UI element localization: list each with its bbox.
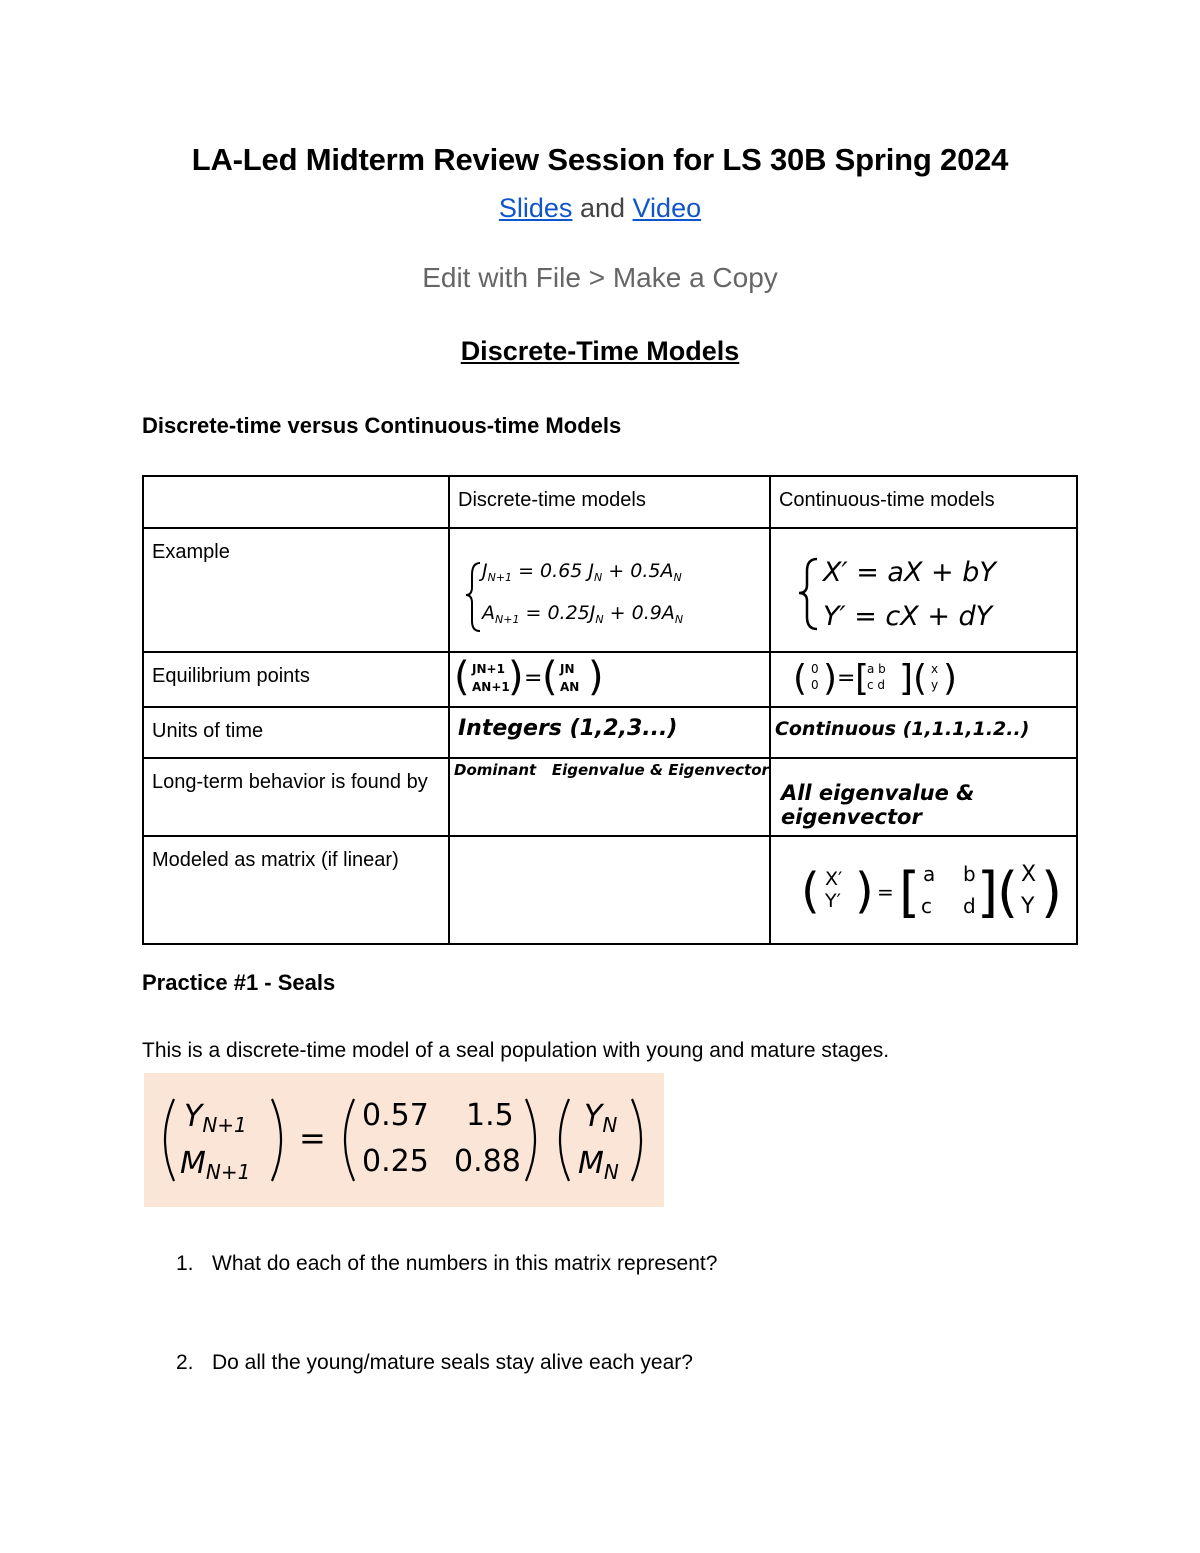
svg-text:JN+1 = 0.65 JN + 0.5AN: $J_{N+1} = 0.65$ $J_N + 0.5A_N$ xyxy=(482,560,682,584)
table-row xyxy=(143,836,1077,944)
table-header-row xyxy=(143,476,1077,528)
long-term-discrete-cell: Dominant Eigenvalue & Eigenvector xyxy=(449,758,770,836)
svg-text:y: y xyxy=(930,678,939,692)
svg-text:X′: X′ xyxy=(824,868,843,890)
table-corner-cell xyxy=(143,476,449,528)
svg-text:(: ( xyxy=(912,658,927,699)
table-row xyxy=(143,707,1077,758)
section-heading: Discrete-Time Models xyxy=(460,336,740,366)
svg-text:JN+1: JN+1 xyxy=(472,662,505,676)
row-label-units: Units of time xyxy=(143,707,449,758)
slides-link[interactable]: Slides xyxy=(498,193,573,223)
units-continuous-cell: Continuous (1,1.1,1.2..) xyxy=(770,707,1077,758)
svg-text:[: [ xyxy=(898,861,921,924)
svg-text:]: ] xyxy=(898,658,913,699)
row-label-example: Example xyxy=(143,528,449,652)
question-number: 2. xyxy=(176,1351,194,1374)
col-header-discrete: Discrete-time models xyxy=(449,476,770,528)
svg-text:c: c xyxy=(920,894,932,918)
svg-text:): ) xyxy=(942,658,957,699)
svg-text:AN: AN xyxy=(560,680,580,694)
question-1 xyxy=(176,1252,717,1276)
question-text: Do all the young/mature seals stay alive each year? xyxy=(212,1351,693,1374)
svg-text:(: ( xyxy=(792,658,807,699)
seal-matrix-equation xyxy=(144,1073,664,1207)
continuous-equilibrium-handwriting xyxy=(771,653,1074,700)
svg-text:YN+1: $Y_{N+1}$ xyxy=(184,1099,247,1137)
discrete-equilibrium-handwriting xyxy=(450,653,752,700)
svg-text:): ) xyxy=(588,654,604,700)
and-text: and xyxy=(579,193,626,223)
svg-text:Y′ = cX + dY: Y′ = cX + dY xyxy=(822,601,993,632)
svg-text:): ) xyxy=(822,658,837,699)
svg-text:(: ( xyxy=(454,654,470,700)
comparison-table xyxy=(142,475,1078,945)
svg-text:AN+1: AN+1 xyxy=(472,680,510,694)
svg-text:]: ] xyxy=(976,861,999,924)
row-label-equilibrium: Equilibrium points xyxy=(143,652,449,707)
svg-text:0: 0 xyxy=(810,662,819,676)
svg-text:=: = xyxy=(876,880,894,904)
equilibrium-continuous-cell xyxy=(770,652,1077,707)
svg-text:X′ = aX + bY: X′ = aX + bY xyxy=(822,557,996,588)
table-row xyxy=(143,528,1077,652)
svg-text:a: a xyxy=(922,862,936,886)
svg-text:X: X xyxy=(1020,862,1037,887)
svg-text:): ) xyxy=(1040,861,1063,924)
question-text: What do each of the numbers in this matrix represent? xyxy=(212,1252,718,1275)
svg-text:x: x xyxy=(930,662,939,676)
svg-text:YN: $Y_N$ xyxy=(584,1099,618,1137)
section-subheading: Discrete-time versus Continuous-time Models xyxy=(142,413,622,438)
svg-text:=: = xyxy=(524,666,543,691)
video-link[interactable]: Video xyxy=(632,193,702,223)
svg-text:[: [ xyxy=(854,658,869,699)
matrix-discrete-cell xyxy=(449,836,770,944)
svg-text:): ) xyxy=(508,654,524,700)
svg-text:AN+1 = 0.25JN + 0.9AN: $A_{N+1} = 0.25J_N + 0.9A_N$ xyxy=(482,602,684,626)
svg-text:0.88: 0.88 xyxy=(454,1144,521,1179)
continuous-matrix-handwriting xyxy=(771,837,1074,937)
col-header-continuous: Continuous-time models xyxy=(770,476,1077,528)
svg-text:a b: a b xyxy=(866,662,886,676)
svg-text:(: ( xyxy=(542,654,558,700)
table-row xyxy=(143,758,1077,836)
svg-text:): ) xyxy=(854,863,874,919)
continuous-system-handwriting xyxy=(771,529,1074,645)
row-label-long-term: Long-term behavior is found by xyxy=(143,758,449,836)
table-row xyxy=(143,652,1077,707)
svg-text:0: 0 xyxy=(810,678,819,692)
units-discrete-cell: Integers (1,2,3...) xyxy=(449,707,770,758)
svg-text:(: ( xyxy=(996,861,1019,924)
svg-text:Y′: Y′ xyxy=(824,890,841,912)
svg-text:=: = xyxy=(299,1119,326,1157)
document-title: LA-Led Midterm Review Session for LS 30B Spring 2024 xyxy=(191,142,1009,177)
example-continuous-cell xyxy=(770,528,1077,652)
discrete-system-handwriting xyxy=(450,529,752,645)
seal-matrix-svg xyxy=(144,1073,664,1207)
row-label-matrix: Modeled as matrix (if linear) xyxy=(143,836,449,944)
svg-text:Y: Y xyxy=(1020,894,1035,919)
svg-text:1.5: 1.5 xyxy=(466,1098,514,1133)
equilibrium-discrete-cell xyxy=(449,652,770,707)
practice-heading: Practice #1 - Seals xyxy=(142,970,336,995)
svg-text:MN+1: $M_{N+1}$ xyxy=(180,1146,251,1184)
svg-text:0.25: 0.25 xyxy=(362,1144,429,1179)
svg-text:c d: c d xyxy=(866,678,885,692)
resource-links xyxy=(0,193,1200,224)
svg-text:JN: JN xyxy=(560,662,575,676)
svg-text:0.57: 0.57 xyxy=(362,1098,429,1133)
svg-text:d: d xyxy=(962,894,976,918)
svg-text:MN: $M_N$ xyxy=(578,1146,619,1184)
practice-intro: This is a discrete-time model of a seal population with young and mature stages. xyxy=(142,1039,890,1062)
example-discrete-cell xyxy=(449,528,770,652)
svg-text:=: = xyxy=(836,666,856,691)
long-term-continuous-cell: All eigenvalue & eigenvector xyxy=(770,758,1077,836)
matrix-continuous-cell xyxy=(770,836,1077,944)
edit-note: Edit with File > Make a Copy xyxy=(422,262,778,293)
question-2 xyxy=(176,1351,693,1375)
svg-text:(: ( xyxy=(800,863,820,919)
svg-text:b: b xyxy=(962,862,976,886)
question-number: 1. xyxy=(176,1252,194,1275)
